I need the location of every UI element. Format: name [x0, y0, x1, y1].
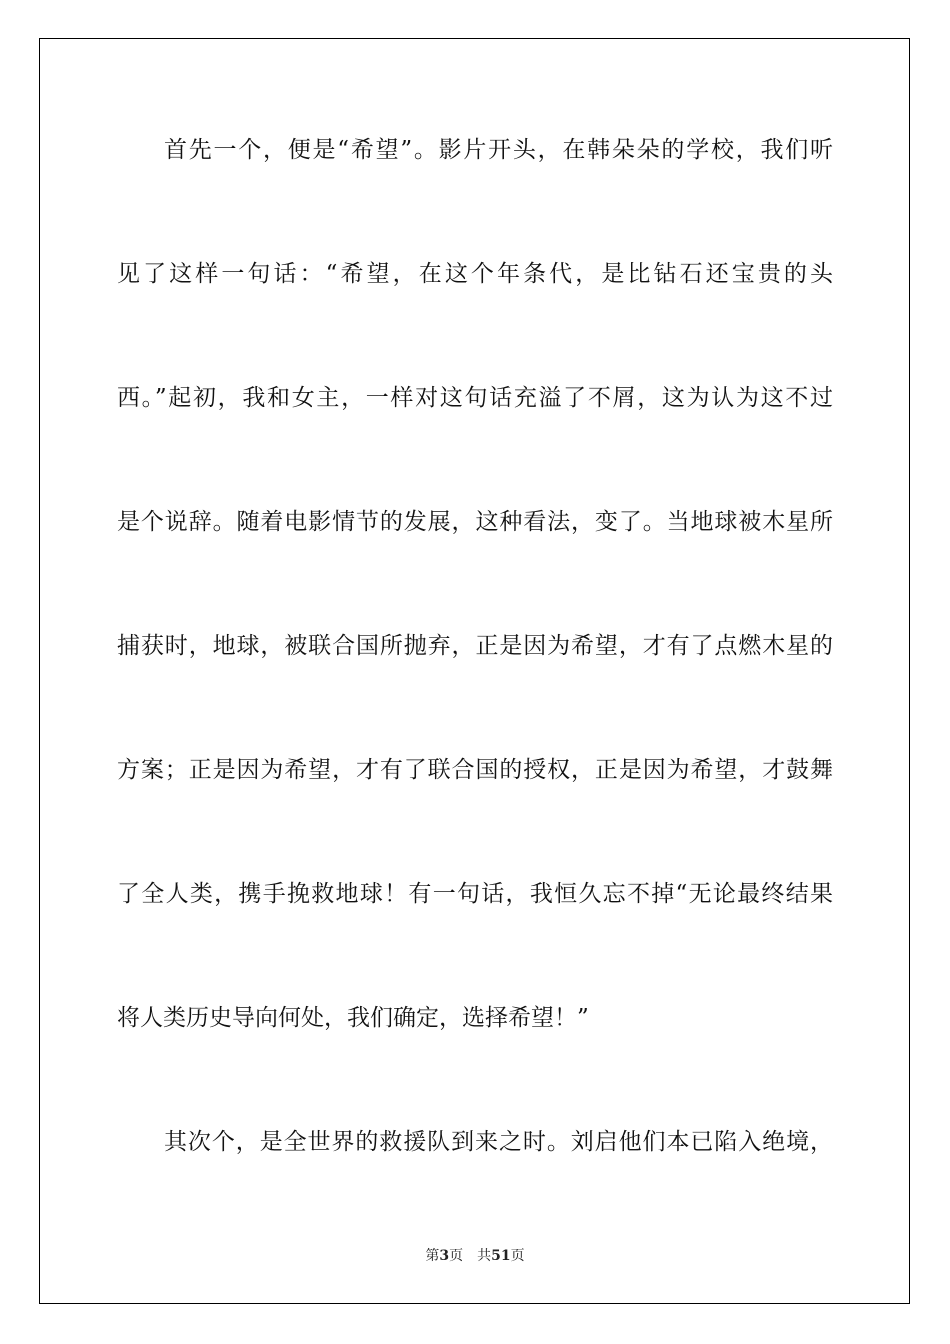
footer-page-prefix: 第 [425, 1248, 440, 1264]
paragraph-1-line-6: 方案；正是因为希望，才有了联合国的授权，正是因为希望，才鼓舞 [117, 757, 833, 783]
footer-page-number: 3 [439, 1248, 450, 1264]
footer-page-suffix: 页 [449, 1248, 464, 1264]
page-border [39, 38, 910, 1304]
footer-total-suffix: 页 [510, 1248, 525, 1264]
footer-total-prefix: 共 [477, 1248, 492, 1264]
paragraph-1-line-8: 将人类历史导向何处，我们确定，选择希望！” [117, 1005, 589, 1031]
page-footer [0, 1244, 950, 1268]
paragraph-1-line-4: 是个说辞。随着电影情节的发展，这种看法，变了。当地球被木星所 [117, 509, 833, 535]
paragraph-1-line-1: 首先一个，便是“希望”。影片开头，在韩朵朵的学校，我们听 [164, 137, 833, 163]
paragraph-1-line-2: 见了这样一句话：“希望，在这个年条代，是比钻石还宝贵的头 [117, 261, 833, 287]
paragraph-1-line-7: 了全人类，携手挽救地球！有一句话，我恒久忘不掉“无论最终结果 [117, 881, 833, 907]
footer-total-pages: 51 [491, 1248, 511, 1264]
paragraph-1-line-5: 捕获时，地球，被联合国所抛弃，正是因为希望，才有了点燃木星的 [117, 633, 833, 659]
paragraph-2-line-1: 其次个，是全世界的救援队到来之时。刘启他们本已陷入绝境， [164, 1129, 833, 1155]
paragraph-1-line-3: 西。”起初，我和女主，一样对这句话充溢了不屑，这为认为这不过 [117, 385, 833, 411]
